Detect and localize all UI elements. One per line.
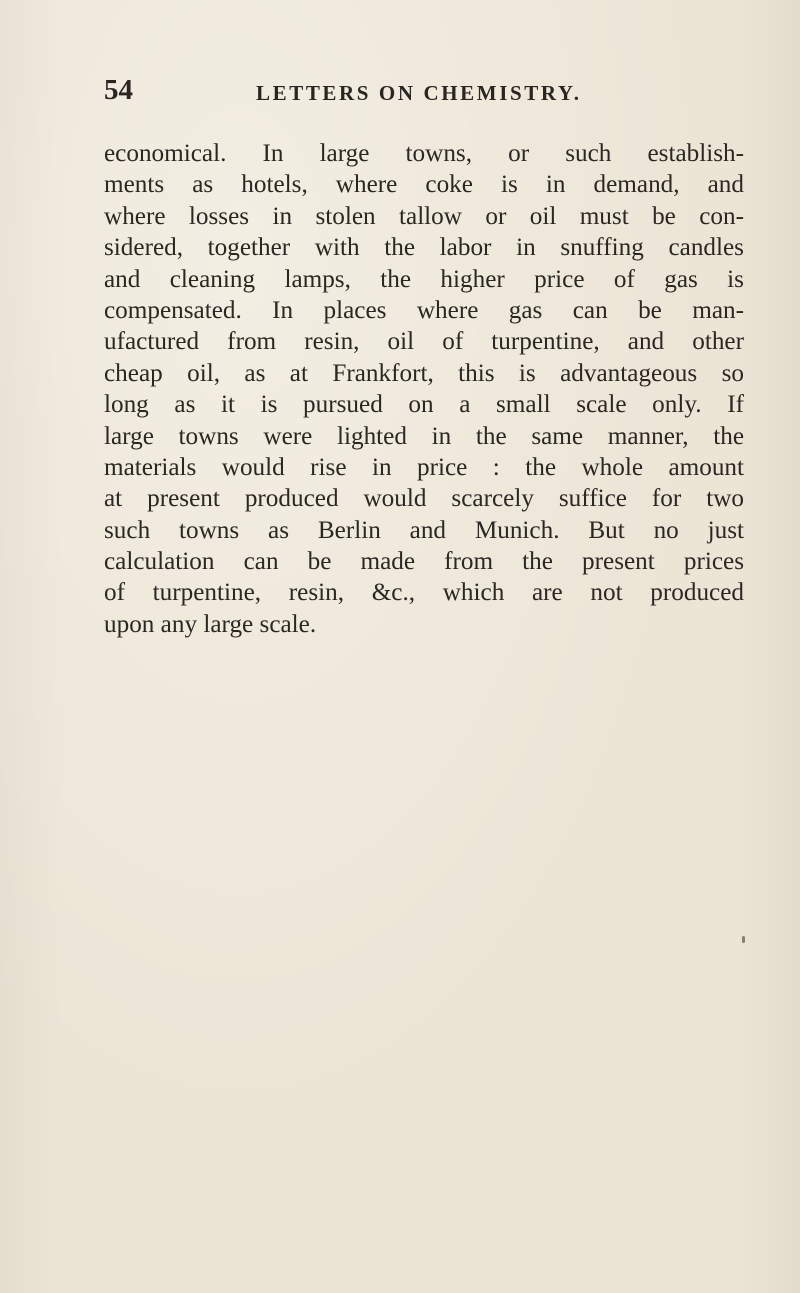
text-line: materials would rise in price : the whole amount [104, 453, 744, 481]
text-line: compensated. In places where gas can be man- [104, 296, 744, 324]
text-line: ments as hotels, where coke is in demand, and [104, 171, 744, 199]
running-title: LETTERS ON CHEMISTRY. [256, 81, 582, 105]
text-line: of turpentine, resin, &c., which are not produced [104, 579, 744, 607]
text-line: long as it is pursued on a small scale only. If [104, 391, 744, 419]
text-line: such towns as Berlin and Munich. But no just [104, 516, 744, 544]
body-paragraph [104, 138, 744, 640]
text-line: economical. In large towns, or such establish- [104, 140, 744, 167]
text-line: upon any large scale. [104, 610, 317, 638]
text-line: where losses in stolen tallow or oil must be con- [104, 202, 744, 230]
paper-speck [742, 936, 745, 943]
text-line: and cleaning lamps, the higher price of gas is [104, 265, 744, 293]
text-line: at present produced would scarcely suffice for two [104, 485, 744, 513]
page-number: 54 [104, 74, 133, 106]
text-line: large towns were lighted in the same manner, the [104, 422, 744, 450]
text-line: sidered, together with the labor in snuffing candles [104, 234, 744, 262]
running-head [104, 74, 704, 108]
text-line: cheap oil, as at Frankfort, this is advantageous so [104, 359, 744, 387]
text-line: ufactured from resin, oil of turpentine, and other [104, 328, 744, 356]
text-line: calculation can be made from the present prices [104, 548, 744, 576]
